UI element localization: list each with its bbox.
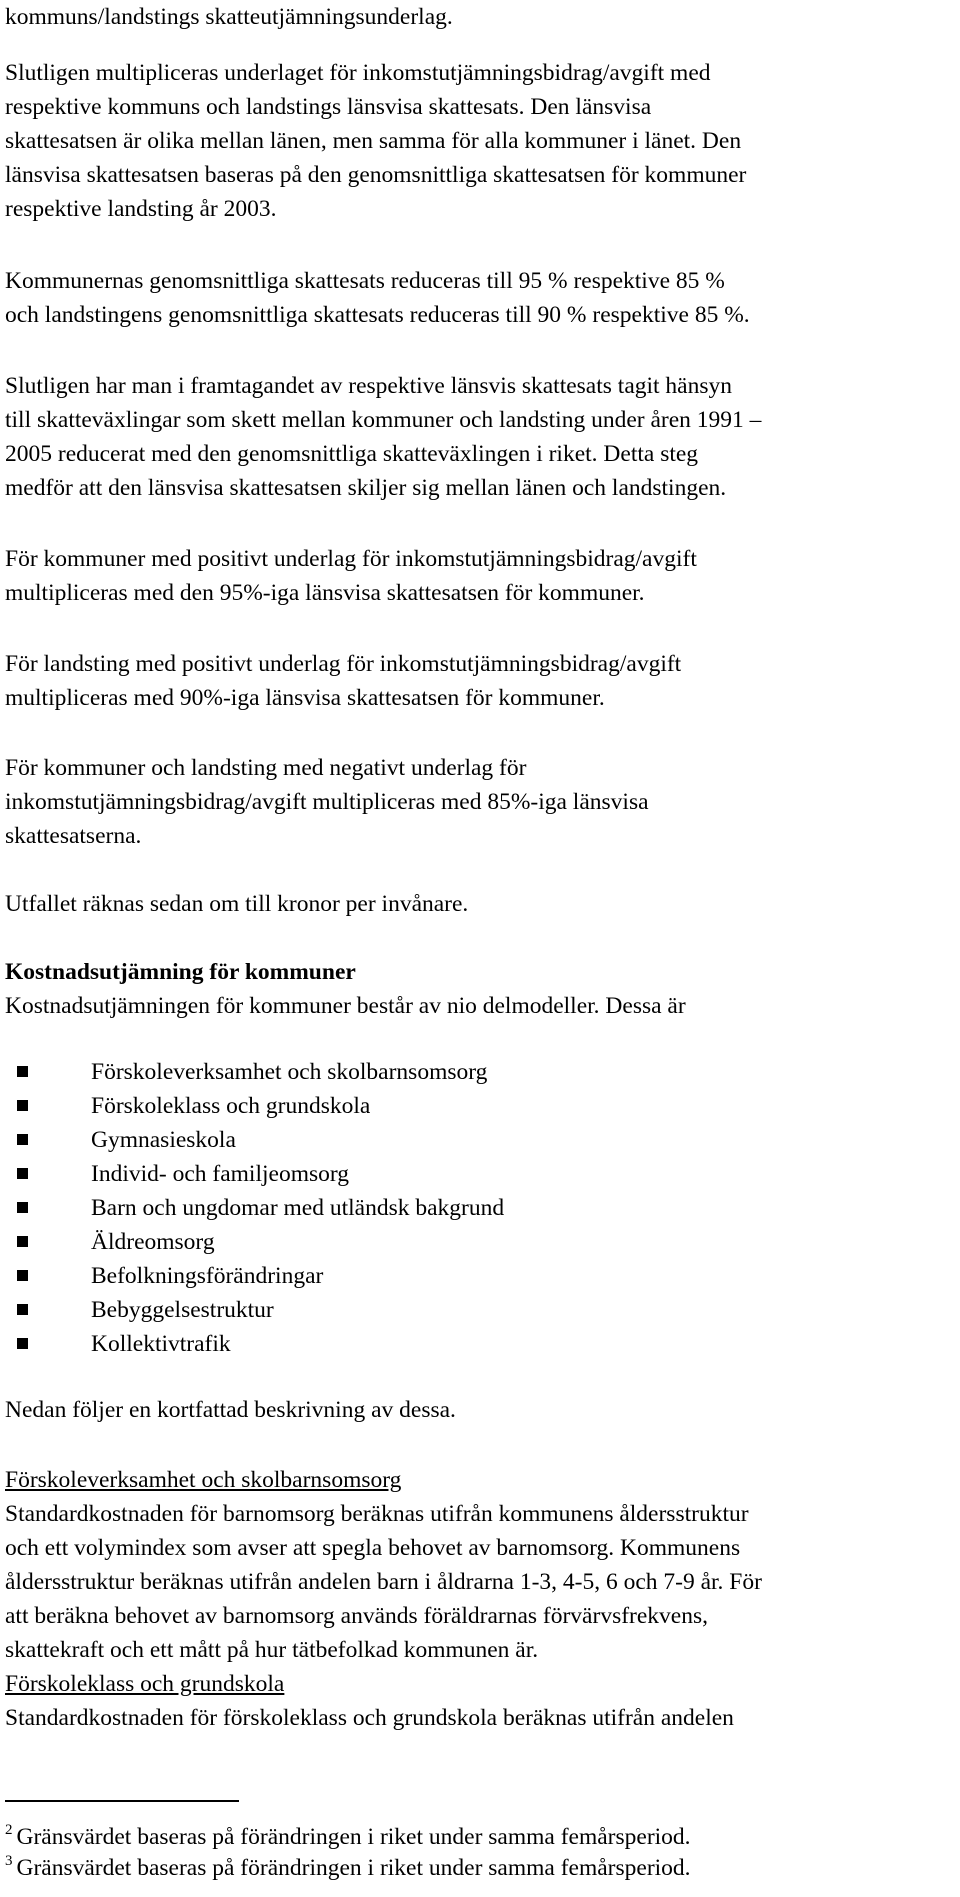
list-item xyxy=(5,1191,504,1225)
text-line: länsvisa skattesatsen baseras på den genomsnittliga skattesatsen för kommuner xyxy=(5,162,747,188)
subsection-forskoleverksamhet xyxy=(5,1463,762,1667)
text-line: För kommuner med positivt underlag för inkomstutjämningsbidrag/avgift xyxy=(5,546,697,572)
paragraph-negative xyxy=(5,751,649,853)
text-line: multipliceras med den 95%-iga länsvisa skattesatsen för kommuner. xyxy=(5,580,645,606)
text-line: För landsting med positivt underlag för inkomstutjämningsbidrag/avgift xyxy=(5,651,682,677)
list-item-label: Barn och ungdomar med utländsk bakgrund xyxy=(91,1195,505,1221)
subsection-forskoleklass xyxy=(5,1667,734,1735)
square-bullet-icon xyxy=(17,1168,28,1179)
text-line: Slutligen multipliceras underlaget för inkomstutjämningsbidrag/avgift med xyxy=(5,60,711,86)
square-bullet-icon xyxy=(17,1202,28,1213)
list-item xyxy=(5,1123,504,1157)
text-line: åldersstruktur beräknas utifrån andelen barn i åldrarna 1-3, 4-5, 6 och 7-9 år. För xyxy=(5,1569,762,1595)
text-line: kommuns/landstings skatteutjämningsunderlag. xyxy=(5,4,453,30)
text-line: och ett volymindex som avser att spegla behovet av barnomsorg. Kommunens xyxy=(5,1535,741,1561)
paragraph-outcome xyxy=(5,887,468,921)
square-bullet-icon xyxy=(17,1338,28,1349)
list-item xyxy=(5,1293,504,1327)
paragraph-positive-municipalities xyxy=(5,542,697,610)
section-kostnadsutjamning xyxy=(5,955,686,1023)
text-line: respektive kommuns och landstings länsvisa skattesats. Den länsvisa xyxy=(5,94,652,120)
square-bullet-icon xyxy=(17,1304,28,1315)
list-item-label: Kollektivtrafik xyxy=(91,1331,231,1357)
footnote-number: 3 xyxy=(5,1853,13,1869)
list-item-label: Äldreomsorg xyxy=(91,1229,215,1255)
paragraph-reduction xyxy=(5,264,750,332)
text-line: skattesatsen är olika mellan länen, men samma för alla kommuner i länet. Den xyxy=(5,128,742,154)
section-heading: Kostnadsutjämning för kommuner xyxy=(5,959,356,985)
square-bullet-icon xyxy=(17,1066,28,1077)
text-line: medför att den länsvisa skattesatsen skiljer sig mellan länen och landstingen. xyxy=(5,475,727,501)
footnote-separator xyxy=(5,1800,239,1802)
square-bullet-icon xyxy=(17,1270,28,1281)
text-line: Slutligen har man i framtagandet av respektive länsvis skattesats tagit hänsyn xyxy=(5,373,733,399)
subsection-title: Förskoleklass och grundskola xyxy=(5,1671,285,1697)
text-line: respektive landsting år 2003. xyxy=(5,196,277,222)
text-line: till skatteväxlingar som skett mellan kommuner och landsting under åren 1991 – xyxy=(5,407,762,433)
paragraph-positive-counties xyxy=(5,647,681,715)
list-item xyxy=(5,1157,504,1191)
text-line: skattesatserna. xyxy=(5,823,142,849)
section-intro: Kostnadsutjämningen för kommuner består av nio delmodeller. Dessa är xyxy=(5,993,686,1019)
list-item-label: Bebyggelsestruktur xyxy=(91,1297,274,1323)
text-line: Kommunernas genomsnittliga skattesats reduceras till 95 % respektive 85 % xyxy=(5,268,725,294)
list-item xyxy=(5,1259,504,1293)
footnote xyxy=(5,1822,691,1852)
text-line: Standardkostnaden för barnomsorg beräknas utifrån kommunens åldersstruktur xyxy=(5,1501,749,1527)
list-item-label: Individ- och familjeomsorg xyxy=(91,1161,350,1187)
submodel-list xyxy=(5,1055,504,1361)
text-line: att beräkna behovet av barnomsorg används föräldrarnas förvärvsfrekvens, xyxy=(5,1603,708,1629)
list-item xyxy=(5,1089,504,1123)
square-bullet-icon xyxy=(17,1100,28,1111)
footnote xyxy=(5,1853,691,1883)
subsection-title: Förskoleverksamhet och skolbarnsomsorg xyxy=(5,1467,402,1493)
square-bullet-icon xyxy=(17,1134,28,1145)
paragraph-continuation xyxy=(5,0,453,34)
paragraph-tax-exchange xyxy=(5,369,761,505)
text-line: och landstingens genomsnittliga skattesats reduceras till 90 % respektive 85 %. xyxy=(5,302,750,328)
text-line: inkomstutjämningsbidrag/avgift multipliceras med 85%-iga länsvisa xyxy=(5,789,649,815)
text-line: För kommuner och landsting med negativt underlag för xyxy=(5,755,527,781)
paragraph-multiplication xyxy=(5,56,746,226)
text-line: multipliceras med 90%-iga länsvisa skattesatsen för kommuner. xyxy=(5,685,605,711)
list-item-label: Förskoleverksamhet och skolbarnsomsorg xyxy=(91,1059,488,1085)
footnote-number: 2 xyxy=(5,1822,13,1838)
list-item-label: Förskoleklass och grundskola xyxy=(91,1093,371,1119)
text-line: skattekraft och ett mått på hur tätbefolkad kommunen är. xyxy=(5,1637,539,1663)
text-line: Nedan följer en kortfattad beskrivning av dessa. xyxy=(5,1397,456,1423)
text-line: Utfallet räknas sedan om till kronor per invånare. xyxy=(5,891,469,917)
list-item-label: Gymnasieskola xyxy=(91,1127,236,1153)
list-item xyxy=(5,1055,504,1089)
text-line: Standardkostnaden för förskoleklass och grundskola beräknas utifrån andelen xyxy=(5,1705,734,1731)
footnote-text: Gränsvärdet baseras på förändringen i riket under samma femårsperiod. xyxy=(16,1824,691,1850)
paragraph-after-list xyxy=(5,1393,456,1427)
square-bullet-icon xyxy=(17,1236,28,1247)
list-item xyxy=(5,1327,504,1361)
footnote-text: Gränsvärdet baseras på förändringen i riket under samma femårsperiod. xyxy=(16,1855,691,1881)
list-item xyxy=(5,1225,504,1259)
text-line: 2005 reducerat med den genomsnittliga skatteväxlingen i riket. Detta steg xyxy=(5,441,699,467)
list-item-label: Befolkningsförändringar xyxy=(91,1263,324,1289)
